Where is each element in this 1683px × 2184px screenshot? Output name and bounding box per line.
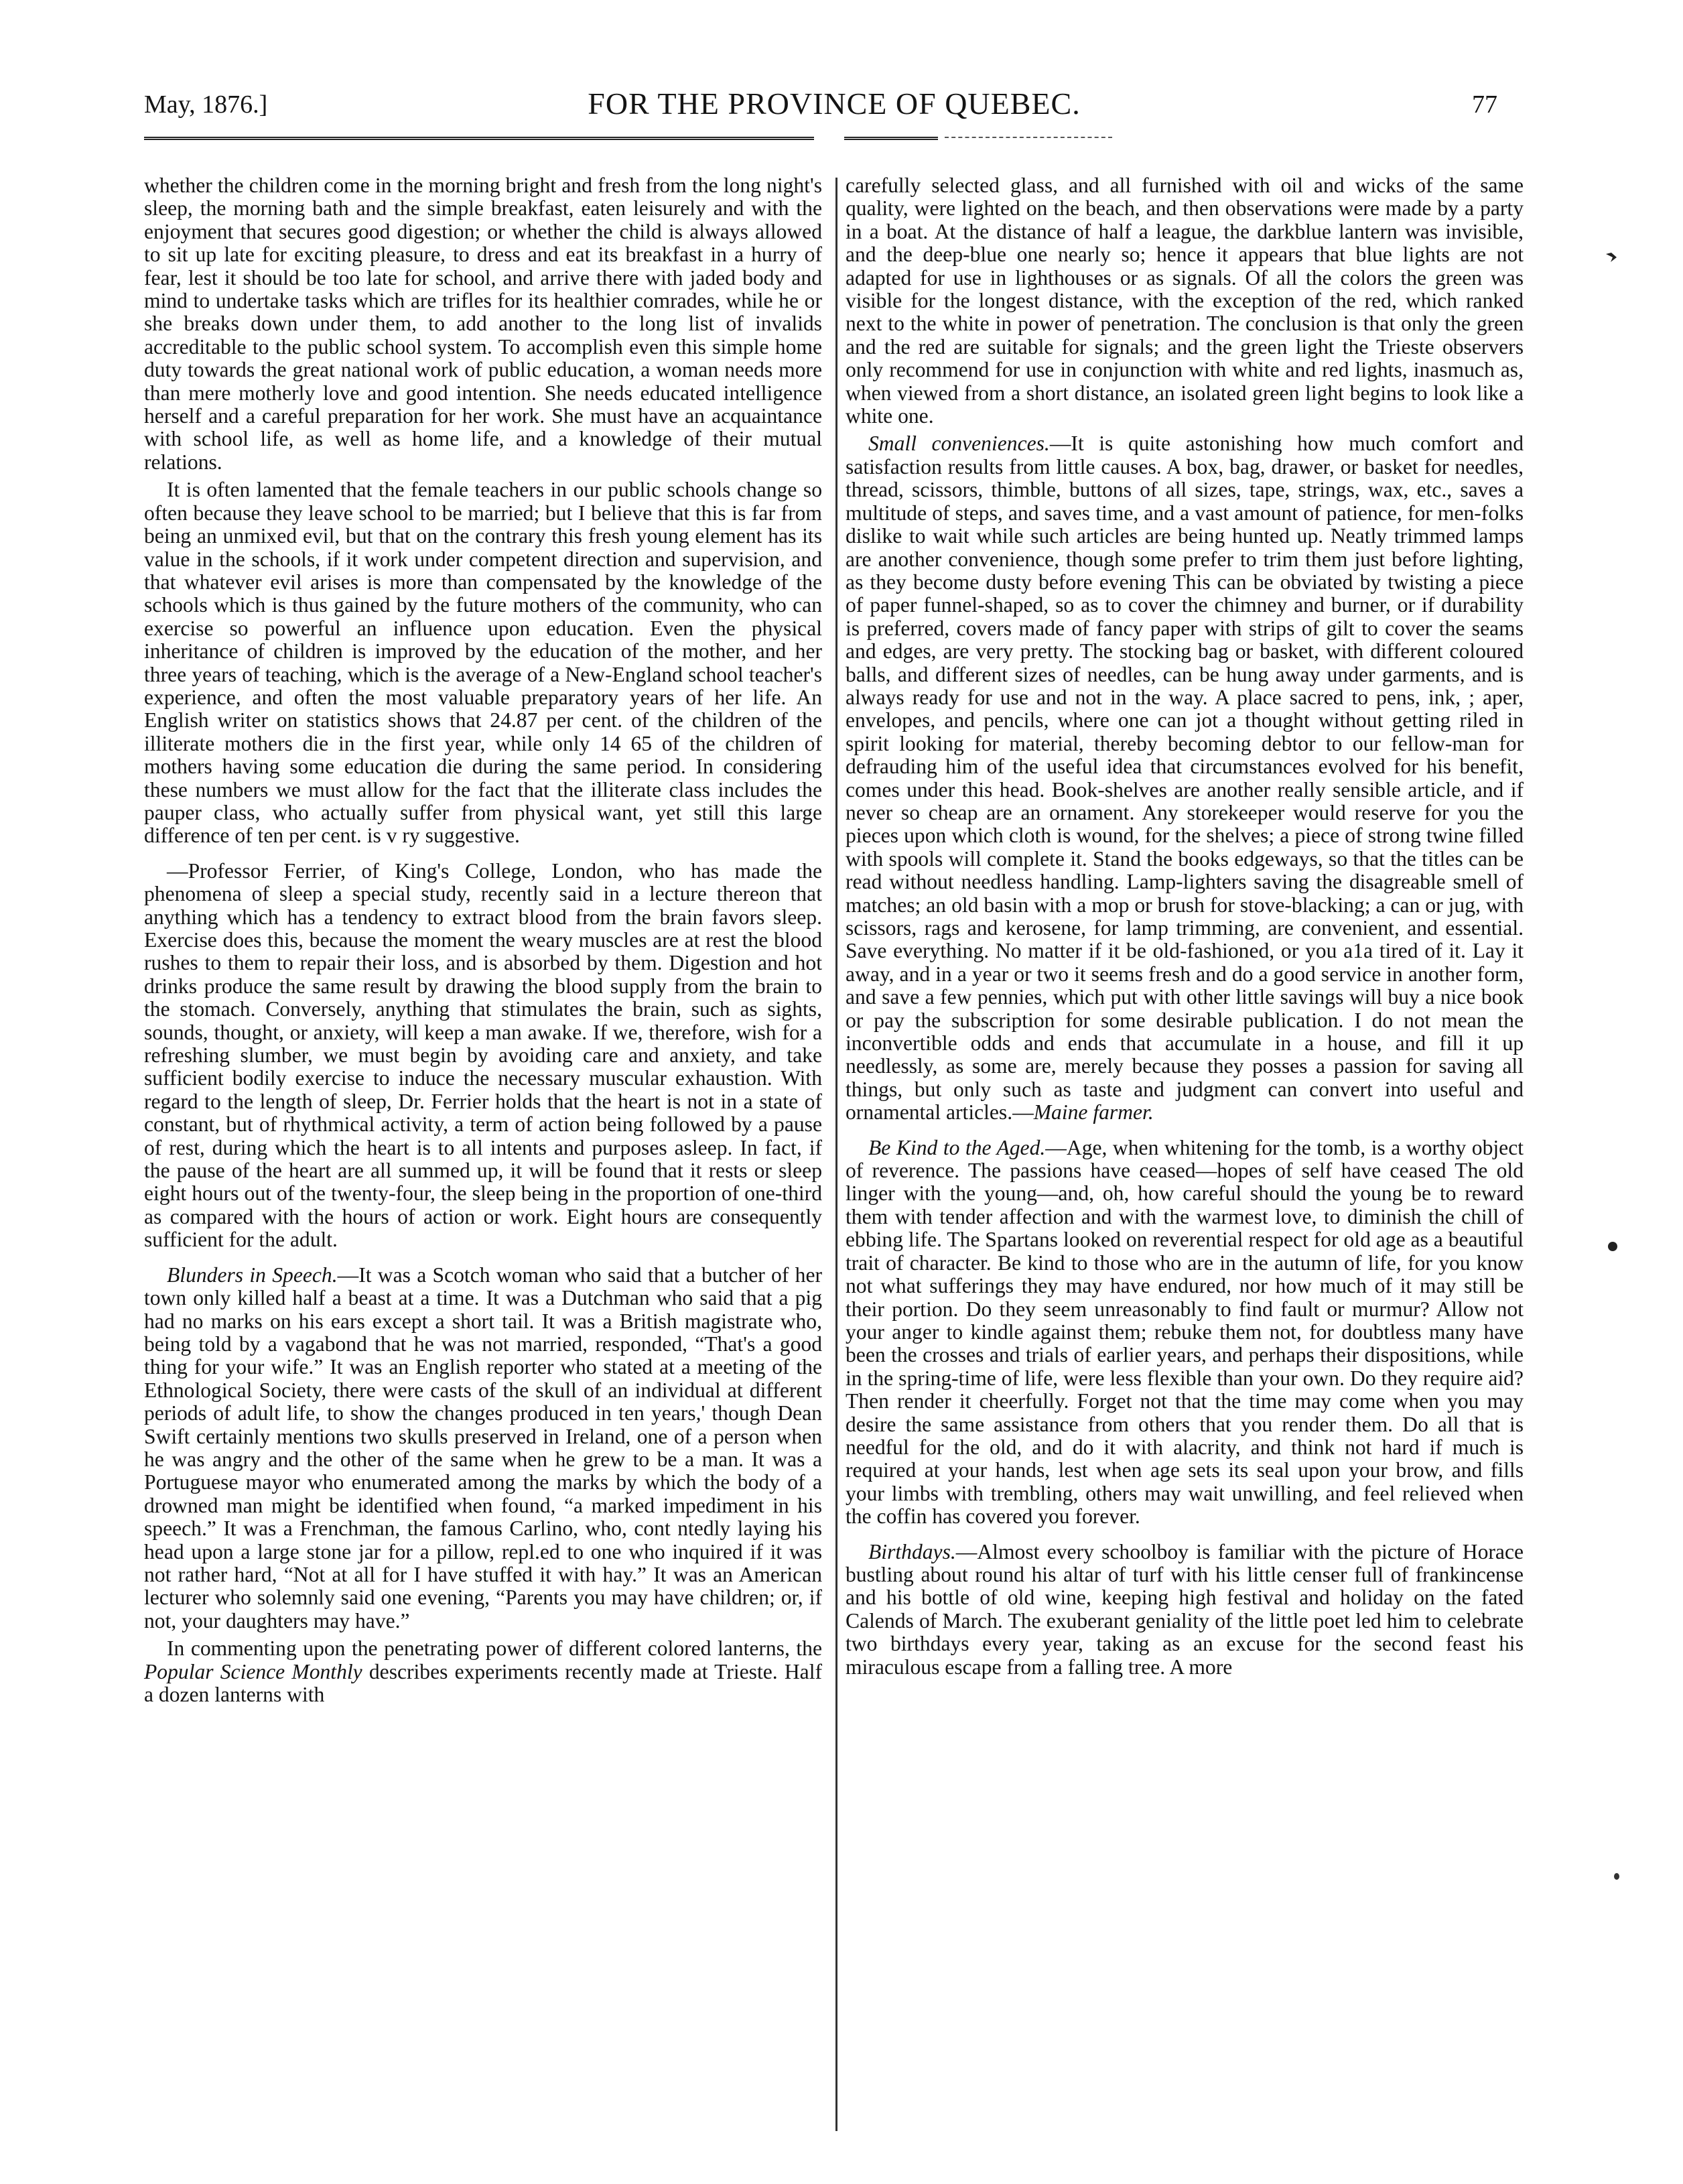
paragraph-body: In commenting upon the penetrating power of different colored lanterns, the (167, 1636, 822, 1661)
column-divider (835, 178, 837, 2131)
paragraph: whether the children come in the morning bright and fresh from the long night's sleep, the morning bath and the simple breakfast, eaten leisurely and with the enjoyment that secures good digestion; or whether the child is always allowed to sit up late for exciting pleasure, to dress and eat its breakfast in a hurry of fear, lest it should be too late for school, and arrive there with jaded body and mind to undertake tasks which are trifles for its healthier comrades, while he or she breaks down under them, to add another to the long list of invalids accreditable to the public school system. To accomplish even this simple home duty towards the great national work of public education, a woman needs more than mere motherly love and good intention. She needs educated intelligence herself and a careful preparation for her work. She must have an acquaintance with school life, as well as home life, and a knowledge of their mutual relations. (144, 174, 822, 474)
paragraph (144, 1264, 822, 1633)
paragraph: It is often lamented that the female teachers in our public schools change so often because they leave school to be married; but I believe that this is far from being an unmixed evil, but that on the contrary this fresh young element has its value in the schools, if it work under competent direction and supervision, and that whatever evil arises is more than compensated by the knowledge of the schools which is thus gained by the future mothers of the community, who can exercise so powerful an influence upon education. Even the physical inheritance of children is improved by the education of the mother, and her three years of teaching, which is the average of a New-England school teacher's experience, and often the most valuable preparatory years of her life. An English writer on statistics shows that 24.87 per cent. of the children of the illiterate mothers die in the first year, while only 14 65 of the children of mothers having some education die during the same period. In considering these numbers we must allow for the fact that the illiterate class includes the pauper class, who actually suffer from physical want, yet still this large difference of ten per cent. is v ry suggestive. (144, 478, 822, 848)
paragraph-body: describes experiments recently made at Trieste. Half a dozen lanterns with (144, 1659, 822, 1706)
section-heading: Be Kind to the Aged. (868, 1135, 1046, 1159)
paragraph (846, 1137, 1524, 1529)
paragraph: —Professor Ferrier, of King's College, London, who has made the phenomena of sleep a special study, recently said in a lecture thereon that anything which has a tendency to extract blood from the brain favors sleep. Exercise does this, because the moment the weary muscles are at rest the blood rushes to them to repair their loss, and is absorbed by them. Digestion and hot drinks produce the same result by drawing the blood supply from the brain to the stomach. Conversely, anything that stimulates the brain, such as sights, sounds, thought, or anxiety, will keep a man awake. If we, therefore, wish for a refreshing slumber, we must begin by avoiding care and anxiety, and take sufficient bodily exercise to induce the necessary muscular exhaustion. With regard to the length of sleep, Dr. Ferrier holds that the heart is not in a state of constant, but of rhythmical activity, a term of action being followed by a pause of rest, during which the heart is to all intents and purposes asleep. In fact, if the pause of the heart are all summed up, it will be found that it rests or sleep eight hours out of the twenty-four, the sleep being in the proportion of one-third as compared with the hours of action or work. Eight hours are consequently sufficient for the adult. (144, 858, 822, 1252)
ink-speck (1608, 1242, 1617, 1251)
paragraph-body: —Age, when whitening for the tomb, is a worthy object of reverence. The passions have ceased—hopes of self have ceased The old linger with the young—and, oh, how careful should the young be to reward them with tender affection and with the warmest love, to diminish the chill of ebbing life. The Spartans looked on reverential respect for old age as a beautiful trait of character. Be kind to those who are in the autumn of life, for you know not what sufferings they may have endured, nor how much of it may still be their portion. Do they seem unreasonably to find fault or murmur? Allow not your anger to kindle against them; rebuke them not, for doubtless many have been the crosses and trials of earlier years, and perhaps their dispositions, while in the spring-time of life, were less flexible than your own. Do they require aid? Then render it cheerfully. Forget not that the time may come when you may desire the same assistance from others that you render them. Do all that is needful for the old, and do it with alacrity, and think not hard if much is required at your hands, lest when age sets its seal upon your brow, and fills your limbs with trembling, others may wait unwilling, and feel relieved when the coffin has covered you forever. (846, 1135, 1524, 1529)
paragraph (846, 432, 1524, 1124)
header-date: May, 1876.] (144, 90, 268, 119)
header-rule (844, 137, 938, 140)
section-heading: Blunders in Speech. (167, 1263, 338, 1287)
paragraph-body: —It is quite astonishing how much comfort and satisfaction results from little causes. A box, bag, drawer, or basket for needles, thread, scissors, thimble, buttons of all sizes, tape, strings, wax, etc., saves a multitude of steps, and saves time, and a vast amount of patience, for men-folks dislike to wait while such articles are being hunted up. Neatly trimmed lamps are another convenience, though some prefer to trim them just before lighting, as they become dusty before evening This can be obviated by twisting a piece of paper funnel-shaped, so as to cover the chimney and burner, or if durability is preferred, covers made of fancy paper with strips of gilt to cover the seams and edges, are very pretty. The stocking bag or basket, with different coloured balls, and different sizes of needles, can be hung away under garments, and is always ready for use and not in the way. A place sacred to pens, ink, ; aper, envelopes, and pencils, where one can jot a thought without getting riled in spirit looking for material, thereby becoming debtor to our fellow-man for defrauding him of the useful idea that circumstances evolved for his benefit, comes under this head. Book-shelves are another really sensible article, and if never so cheap are an ornament. Any storekeeper would reserve for you the pieces upon which cloth is wound, for the shelves; a piece of strong twine filled with spools will complete it. Stand the books edgeways, so that the titles can be read without needless handling. Lamp-lighters saving the disagreable smell of matches; an old basin with a mop or brush for stove-blacking; a can or jug, with scissors, rags and kerosene, for lamp trimming, are convenient, and essential. Save everything. No matter if it be old-fashioned, or you a1a tired of it. Lay it away, and in a year or two it seems fresh and do a good service in another form, and save a few pennies, which put with other little savings will buy a nice book or pay the subscription for some desirable publication. I do not mean the inconvertible odds and ends that accumulate in a house, and fill it up needlessly, as some are, merely because they posses a passion for saving all things, but only such as taste and judgment can convert into useful and ornamental articles.— (846, 432, 1524, 1125)
paragraph (144, 1637, 822, 1706)
paragraph-body: —Almost every schoolboy is familiar with the picture of Horace bustling about round his altar of turf with his little censer full of frankincense and his bottle of old wine, keeping high festival and holiday on the fated Calends of March. The exuberant geniality of the little poet led him to celebrate two birthdays every year, taking as an excuse for the second feast his miraculous escape from a falling tree. A more (846, 1539, 1524, 1679)
paragraph (846, 1541, 1524, 1679)
source-attribution: Maine farmer. (1033, 1100, 1154, 1125)
section-heading: Small conveniences. (868, 432, 1050, 456)
page-header (144, 86, 1524, 126)
paragraph: carefully selected glass, and all furnished with oil and wicks of the same quality, were lighted on the beach, and then observations were made by a party in a boat. At the distance of half a league, the darkblue lantern was invisible, and the deep-blue one nearly so; hence it appears that blue lights are not adapted for use in lighthouses or as signals. Of all the colors the green was visible for the longest distance, with the exception of the red, which ranked next to the white in power of penetration. The conclusion is that only the green and the red are suitable for signals; and the green light the Trieste observers only recommend for use in conjunction with white and red lights, inasmuch as, when viewed from a short distance, an isolated green light begins to look like a white one. (846, 174, 1524, 428)
ink-mark (1605, 251, 1618, 263)
header-rule (144, 137, 814, 140)
publication-title: Popular Science Monthly (144, 1659, 362, 1683)
paragraph-body: —It was a Scotch woman who said that a butcher of her town only killed half a beast at a time. It was a Dutchman who said that a pig had no marks on his ears except a short tail. It was a British magistrate who, being told by a vagabond that he was not married, responded, “That's a good thing for your wife.” It was an English reporter who stated at a meeting of the Ethnological Society, there were casts of the skull of an individual at different periods of adult life, to show the changes produced in ten years,' though Dean Swift certainly mentions two skulls preserved in Ireland, one of a person when he was angry and the other of the same when he grew to be a man. It was a Portuguese mayor who enumerated among the marks by which the body of a drowned man might be identified when found, “a marked impediment in his speech.” It was a Frenchman, the famous Carlino, who, cont ntedly laying his head upon a large stone jar for a pillow, repl.ed to one who inquired if it was not rather hard, “Not at all for I have stuffed it with hay.” It was an American lecturer who solemnly said one evening, “Parents you may have children; or, if not, your daughters may have.” (144, 1263, 822, 1632)
ink-speck (1614, 1873, 1619, 1880)
header-title: FOR THE PROVINCE OF QUEBEC. (588, 86, 1081, 121)
section-heading: Birthdays. (868, 1539, 956, 1563)
header-rule-faded (945, 137, 1112, 138)
right-column (846, 174, 1524, 1683)
page-number: 77 (1472, 90, 1497, 119)
left-column (144, 174, 822, 1711)
